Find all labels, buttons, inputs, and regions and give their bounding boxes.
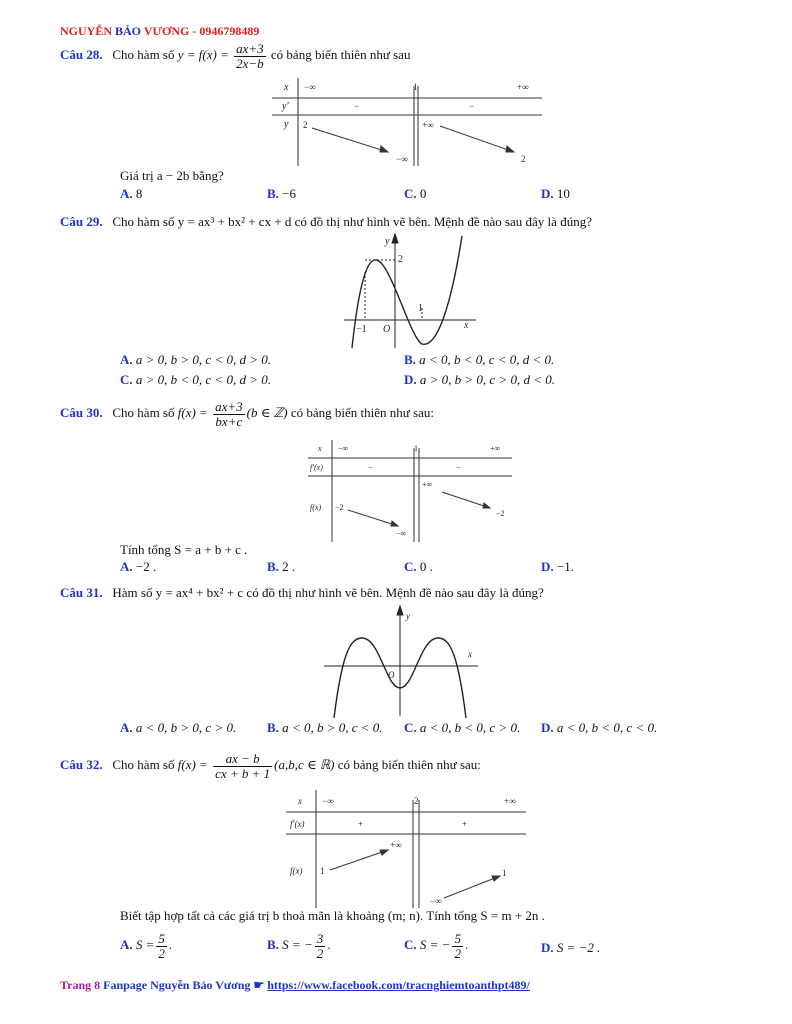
q28-stem: Câu 28. Cho hàm số y = f(x) = $\frac{ax+3}{2x-b}$ có bảng biến thiên như sau	[60, 41, 411, 71]
svg-text:+∞: +∞	[490, 444, 501, 453]
svg-text:O: O	[383, 324, 391, 335]
svg-text:+∞: +∞	[390, 840, 402, 850]
q29-option-c[interactable]: C. a > 0, b < 0, c < 0, d > 0.	[120, 372, 272, 387]
q30-option-a[interactable]: A. −2 .	[120, 559, 157, 574]
svg-text:1: 1	[414, 444, 418, 453]
q28-sign-2: −	[469, 101, 475, 111]
q28-question: Giá trị a − 2b bằng?	[120, 168, 224, 183]
q30-question: Tính tổng S = a + b + c .	[120, 542, 248, 557]
svg-text:−∞: −∞	[338, 444, 349, 453]
svg-text:+: +	[462, 819, 468, 829]
page-header: NGUYỄN BẢO VƯƠNG - 0946798489	[60, 24, 260, 38]
svg-text:x: x	[464, 320, 469, 331]
page-footer: Trang 8 Fanpage Nguyễn Bảo Vương ☛ https://www.facebook.com/tracnghiemtoanthpt489/	[60, 978, 530, 992]
q30-variation-table	[308, 440, 514, 542]
svg-text:y: y	[385, 236, 390, 247]
fanpage-link[interactable]: https://www.facebook.com/tracnghiemtoanthpt489/	[267, 978, 530, 992]
q29-cubic-graph	[340, 232, 480, 350]
q28-variation-table	[272, 78, 544, 166]
q30-option-d[interactable]: D. −1.	[541, 559, 574, 574]
q28-option-a[interactable]: A. 8	[120, 186, 143, 201]
q28-arrow-1	[312, 128, 388, 152]
q28-neg-inf: −∞	[304, 82, 316, 92]
svg-text:−: −	[456, 463, 461, 472]
svg-text:y: y	[406, 611, 410, 621]
q31-stem: Câu 31. Hàm số y = ax⁴ + bx² + c có đồ thị như hình vẽ bên. Mệnh đề nào sau đây là đúng?	[60, 585, 544, 600]
q32-stem: Câu 32. Cho hàm số f(x) = $\frac{ax - b}{cx + b + 1}$ (a,b,c ∈ ℝ) có bảng biến thiên như sau:	[60, 751, 481, 781]
q28-val-left: 2	[303, 120, 308, 130]
svg-text:+∞: +∞	[504, 796, 516, 806]
svg-text:−2: −2	[496, 509, 505, 518]
svg-text:−∞: −∞	[430, 896, 442, 906]
svg-text:f′(x): f′(x)	[310, 463, 323, 472]
svg-text:−∞: −∞	[322, 796, 334, 806]
svg-text:−2: −2	[335, 503, 344, 512]
q28-one: 1	[413, 82, 418, 92]
q31-option-a[interactable]: A. a < 0, b > 0, c > 0.	[120, 720, 237, 735]
q28-sign-1: −	[354, 101, 360, 111]
q29-option-d[interactable]: D. a > 0, b > 0, c > 0, d < 0.	[404, 372, 556, 387]
q28-option-b[interactable]: B. −6	[267, 186, 297, 201]
q29-option-a[interactable]: A. a > 0, b > 0, c < 0, d > 0.	[120, 352, 272, 367]
q28-fraction: $\frac{ax+3}{2x-b}$	[236, 41, 264, 71]
q30-option-c[interactable]: C. 0 .	[404, 559, 433, 574]
q29-stem: Câu 29. Cho hàm số y = ax³ + bx² + cx + d có đồ thị như hình vẽ bên. Mệnh đề nào sau đây là đúng?	[60, 214, 592, 229]
q29-curve	[352, 236, 462, 348]
q31-option-b[interactable]: B. a < 0, b > 0, c < 0.	[267, 720, 383, 735]
q30-option-b[interactable]: B. 2 .	[267, 559, 296, 574]
q32-option-c[interactable]: C. S = − $\frac{5}{2}$ .	[404, 931, 469, 961]
q28-pos-inf: +∞	[517, 82, 529, 92]
svg-text:2: 2	[414, 796, 419, 806]
q29-option-b[interactable]: B. a < 0, b < 0, c < 0, d < 0.	[404, 352, 555, 367]
q28-option-c[interactable]: C. 0	[404, 186, 427, 201]
q28-y-label: y	[284, 119, 289, 130]
svg-text:2: 2	[398, 254, 403, 265]
q31-quartic-graph	[320, 604, 480, 718]
q32-option-d[interactable]: D. S = −2 .	[541, 940, 601, 955]
q28-val-right: 2	[521, 154, 526, 164]
q28-x-label: x	[284, 82, 289, 93]
q32-variation-table	[286, 790, 528, 908]
svg-text:x: x	[318, 444, 322, 453]
svg-text:f′(x): f′(x)	[290, 819, 305, 829]
svg-text:−∞: −∞	[396, 529, 407, 538]
q31-option-d[interactable]: D. a < 0, b < 0, c < 0.	[541, 720, 658, 735]
q32-option-b[interactable]: B. S = − $\frac{3}{2}$ .	[267, 931, 331, 961]
svg-text:x: x	[468, 649, 472, 659]
q32-option-a[interactable]: A. S = $\frac{5}{2}$ .	[120, 931, 173, 961]
q28-option-d[interactable]: D. 10	[541, 186, 570, 201]
q28-yp-label: y′	[282, 101, 289, 112]
svg-text:f(x): f(x)	[290, 866, 303, 876]
svg-text:−: −	[368, 463, 373, 472]
svg-text:+∞: +∞	[422, 480, 433, 489]
q28-val-lim1: −∞	[396, 154, 408, 164]
q30-stem: Câu 30. Cho hàm số f(x) = $\frac{ax+3}{bx+c}$ (b ∈ ℤ) có bảng biến thiên như sau:	[60, 399, 434, 429]
svg-text:1: 1	[320, 866, 325, 876]
q28-arrow-2	[440, 126, 514, 152]
q28-val-lim2: +∞	[422, 120, 434, 130]
svg-text:O: O	[388, 670, 395, 680]
svg-text:1: 1	[418, 303, 423, 314]
svg-text:−1: −1	[356, 324, 367, 335]
q31-option-c[interactable]: C. a < 0, b < 0, c > 0.	[404, 720, 521, 735]
svg-text:1: 1	[502, 868, 507, 878]
svg-text:x: x	[298, 796, 302, 806]
svg-text:f(x): f(x)	[310, 503, 322, 512]
q32-question: Biết tập hợp tất cả các giá trị b thoả mãn là khoảng (m; n). Tính tổng S = m + 2n .	[120, 908, 545, 923]
svg-text:+: +	[358, 819, 364, 829]
